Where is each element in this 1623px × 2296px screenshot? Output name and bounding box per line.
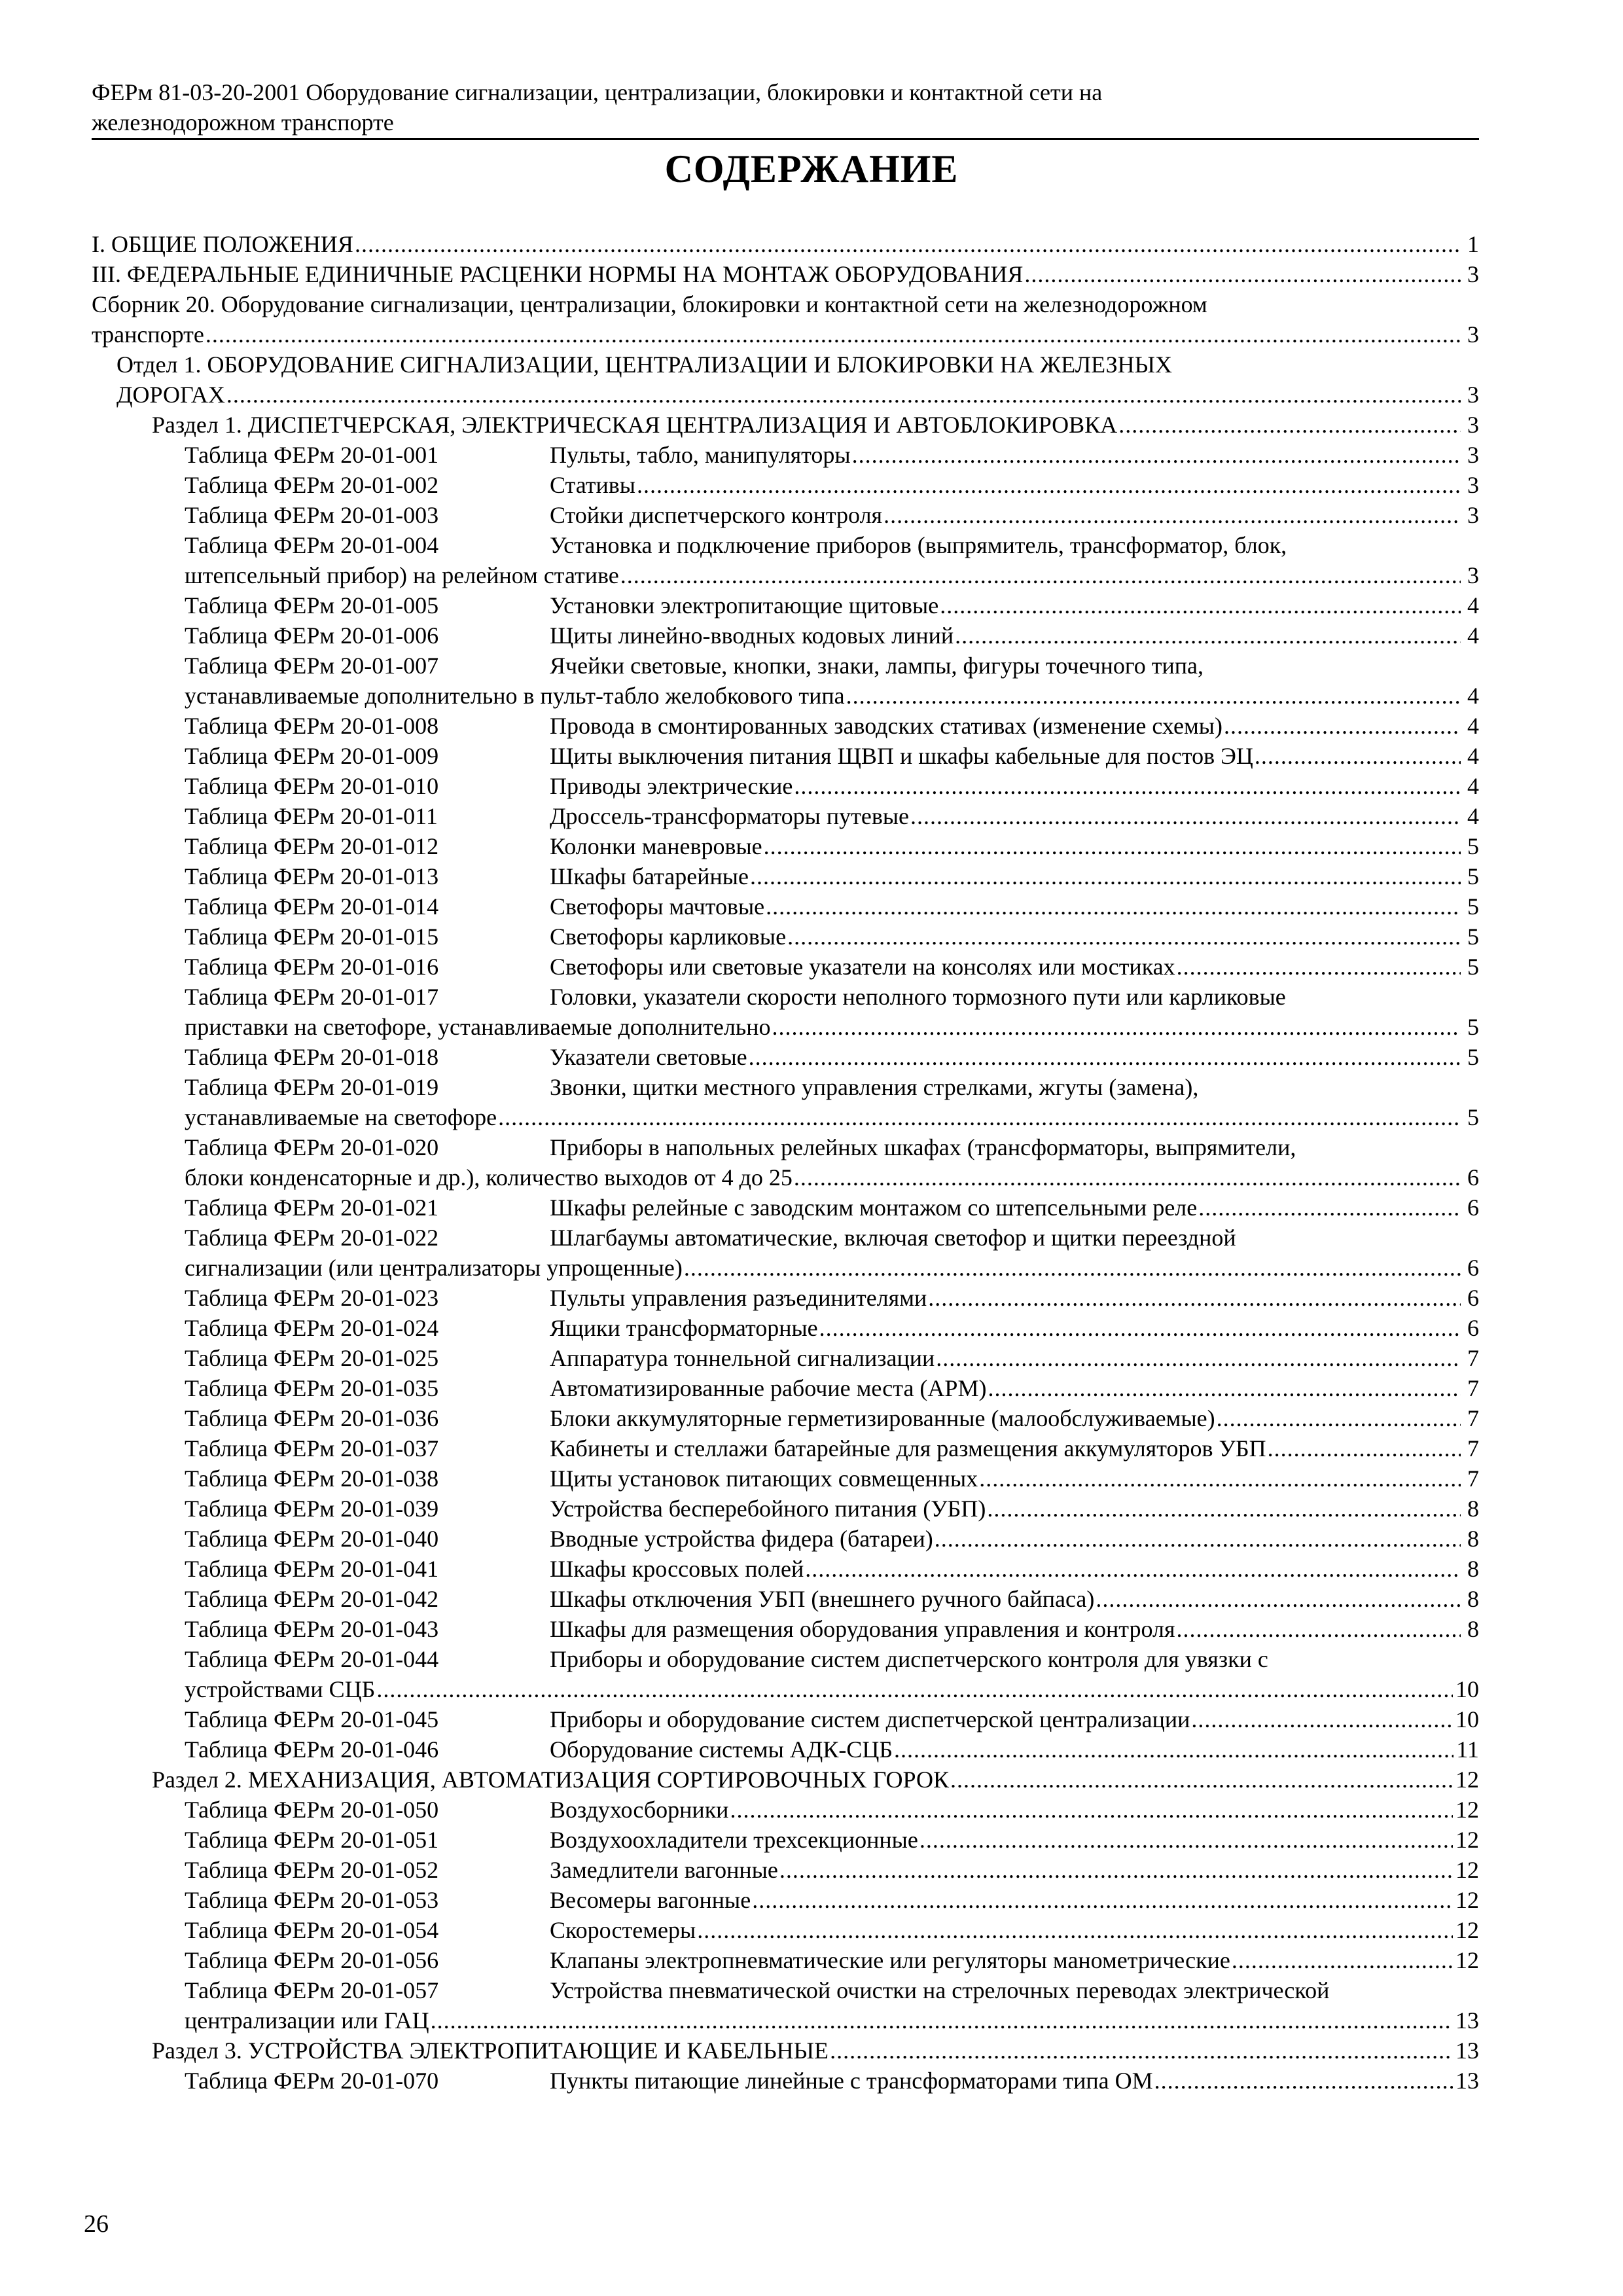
toc-section-text: Раздел 3. УСТРОЙСТВА ЭЛЕКТРОПИТАЮЩИЕ И КАБЕЛЬНЫЕ [152,2037,829,2064]
table-code: Таблица ФЕРм 20-01-050 [185,1797,439,1823]
toc-page: 3 [1467,562,1479,588]
table-code: Таблица ФЕРм 20-01-007 [185,653,439,679]
table-title: Головки, указатели скорости неполного тормозного пути или карликовые [550,984,1286,1010]
table-code: Таблица ФЕРм 20-01-036 [185,1405,439,1431]
table-code: Таблица ФЕРм 20-01-042 [185,1586,439,1612]
table-title: Шкафы батарейные [550,863,749,889]
toc-page: 8 [1467,1556,1479,1582]
table-title-cont: приставки на светофоре, устанавливаемые дополнительно [185,1014,771,1040]
table-code: Таблица ФЕРм 20-01-053 [185,1887,439,1913]
toc-table-entry[interactable] [92,1403,1479,1433]
toc-page: 8 [1467,1616,1479,1642]
dot-leader [1191,1704,1453,1734]
toc-table-entry[interactable] [92,1554,1479,1584]
table-code: Таблица ФЕРм 20-01-044 [185,1646,439,1672]
table-title: Воздухосборники [550,1797,729,1823]
dot-leader [940,590,1461,620]
dot-leader [794,1162,1461,1193]
table-code: Таблица ФЕРм 20-01-021 [185,1194,439,1221]
toc-table-entry[interactable] [92,1584,1479,1614]
toc-page: 3 [1467,261,1479,287]
toc-page: 7 [1467,1435,1479,1462]
dot-leader [1198,1193,1461,1223]
table-title: Светофоры мачтовые [550,893,765,920]
toc-entry-text-cont: транспорте [92,321,204,348]
dot-leader [431,2005,1453,2036]
table-code: Таблица ФЕРм 20-01-023 [185,1285,439,1311]
toc-table-entry[interactable] [92,1494,1479,1524]
toc-page: 12 [1455,1887,1479,1913]
dot-leader [819,1313,1461,1343]
toc-table-entry[interactable] [92,1193,1479,1223]
toc-page: 4 [1467,803,1479,829]
table-title: Указатели световые [550,1044,747,1070]
toc-section-text: Раздел 1. ДИСПЕТЧЕРСКАЯ, ЭЛЕКТРИЧЕСКАЯ ЦЕНТРАЛИЗАЦИЯ И АВТОБЛОКИРОВКА [152,412,1118,438]
dot-leader [205,319,1461,350]
table-code: Таблица ФЕРм 20-01-020 [185,1134,439,1160]
dot-leader [1217,1403,1461,1433]
dot-leader [637,470,1461,500]
toc-table-entry[interactable] [92,1855,1479,1885]
toc-page: 3 [1467,472,1479,498]
toc-table-entry[interactable] [92,1915,1479,1945]
toc-table-entry[interactable] [92,1283,1479,1313]
table-title: Шкафы кроссовых полей [550,1556,804,1582]
table-code: Таблица ФЕРм 20-01-025 [185,1345,439,1371]
table-title: Светофоры карликовые [550,924,787,950]
table-title: Звонки, щитки местного управления стрелками, жгуты (замена), [550,1074,1199,1100]
toc-page: 4 [1467,743,1479,769]
running-header [92,77,1479,137]
toc-section-text: Раздел 2. МЕХАНИЗАЦИЯ, АВТОМАТИЗАЦИЯ СОРТИРОВОЧНЫХ ГОРОК [152,1767,949,1793]
toc-table-entry[interactable] [92,1072,1479,1132]
table-code: Таблица ФЕРм 20-01-019 [185,1074,439,1100]
dot-leader [1177,1614,1461,1644]
table-title: Шкафы релейные с заводским монтажом со штепсельными реле [550,1194,1198,1221]
toc-table-entry[interactable] [92,952,1479,982]
toc-table-entry[interactable] [92,1313,1479,1343]
table-code: Таблица ФЕРм 20-01-010 [185,773,439,799]
table-title: Вводные устройства фидера (батареи) [550,1526,933,1552]
toc-entry[interactable] [92,259,1479,289]
table-title: Приводы электрические [550,773,793,799]
table-title: Замедлители вагонные [550,1857,778,1883]
page-number: 26 [84,2210,109,2238]
toc-table-entry[interactable] [92,1132,1479,1193]
toc-table-entry[interactable] [92,590,1479,620]
toc-page: 4 [1467,622,1479,649]
toc-page: 6 [1467,1315,1479,1341]
toc-table-entry[interactable] [92,741,1479,771]
table-title-cont: штепсельный прибор) на релейном стативе [185,562,619,588]
toc-page: 7 [1467,1465,1479,1492]
dot-leader [910,801,1461,831]
toc-table-entry[interactable] [92,1433,1479,1463]
table-code: Таблица ФЕРм 20-01-040 [185,1526,439,1552]
toc-page: 6 [1467,1255,1479,1281]
table-code: Таблица ФЕРм 20-01-035 [185,1375,439,1401]
dot-leader [928,1283,1461,1313]
toc-page: 12 [1455,1857,1479,1883]
table-code: Таблица ФЕРм 20-01-017 [185,984,439,1010]
toc-page: 13 [1455,2037,1479,2064]
toc-page: 4 [1467,592,1479,619]
toc-page: 4 [1467,713,1479,739]
table-code: Таблица ФЕРм 20-01-015 [185,924,439,950]
table-title: Провода в смонтированных заводских стативах (изменение схемы) [550,713,1222,739]
table-title: Установки электропитающие щитовые [550,592,939,619]
toc-page: 7 [1467,1405,1479,1431]
table-title: Клапаны электропневматические или регуляторы манометрические [550,1947,1230,1973]
toc-table-entry[interactable] [92,620,1479,651]
table-code: Таблица ФЕРм 20-01-006 [185,622,439,649]
table-code: Таблица ФЕРм 20-01-070 [185,2068,439,2094]
dot-leader [226,380,1461,410]
dot-leader [764,831,1461,861]
toc-page: 1 [1467,231,1479,257]
dot-leader [1232,1945,1453,1975]
table-title: Оборудование системы АДК-СЦБ [550,1736,893,1763]
dot-leader [750,861,1461,891]
table-code: Таблица ФЕРм 20-01-041 [185,1556,439,1582]
dot-leader [376,1674,1453,1704]
dot-leader [894,1734,1454,1765]
table-code: Таблица ФЕРм 20-01-009 [185,743,439,769]
toc-page: 6 [1467,1285,1479,1311]
toc-page: 5 [1467,1104,1479,1130]
toc-entry-text-cont: ДОРОГАХ [116,382,225,408]
toc-entry[interactable] [92,229,1479,259]
toc-table-entry[interactable] [92,1885,1479,1915]
toc-page: 6 [1467,1194,1479,1221]
dot-leader [684,1253,1461,1283]
table-title: Устройства пневматической очистки на стрелочных переводах электрической [550,1977,1330,2003]
table-code: Таблица ФЕРм 20-01-016 [185,954,439,980]
toc-table-entry[interactable] [92,922,1479,952]
table-title: Шкафы отключения УБП (внешнего ручного байпаса) [550,1586,1095,1612]
toc-page: 10 [1455,1676,1479,1702]
dot-leader [979,1463,1461,1494]
table-code: Таблица ФЕРм 20-01-051 [185,1827,439,1853]
toc-section[interactable] [92,1765,1479,1795]
dot-leader [697,1915,1453,1945]
table-title-cont: блоки конденсаторные и др.), количество выходов от 4 до 25 [185,1164,793,1191]
toc-page: 3 [1467,382,1479,408]
table-code: Таблица ФЕРм 20-01-014 [185,893,439,920]
toc-entry-text: I. ОБЩИЕ ПОЛОЖЕНИЯ [92,231,353,257]
toc-page: 5 [1467,924,1479,950]
toc-page: 13 [1455,2068,1479,2094]
toc-page: 5 [1467,1014,1479,1040]
table-title: Приборы в напольных релейных шкафах (трансформаторы, выпрямители, [550,1134,1296,1160]
dot-leader [730,1795,1453,1825]
toc-table-entry[interactable] [92,1223,1479,1283]
table-title: Приборы и оборудование систем диспетчерского контроля для увязки с [550,1646,1268,1672]
toc-page: 12 [1455,1947,1479,1973]
table-title: Стативы [550,472,635,498]
toc-page: 5 [1467,954,1479,980]
toc-table-entry[interactable] [92,982,1479,1042]
table-code: Таблица ФЕРм 20-01-043 [185,1616,439,1642]
table-title: Дроссель-трансформаторы путевые [550,803,909,829]
toc-page: 12 [1455,1797,1479,1823]
table-code: Таблица ФЕРм 20-01-012 [185,833,439,859]
table-code: Таблица ФЕРм 20-01-008 [185,713,439,739]
table-code: Таблица ФЕРм 20-01-013 [185,863,439,889]
toc-table-entry[interactable] [92,1524,1479,1554]
toc-page: 5 [1467,863,1479,889]
dot-leader [787,922,1461,952]
table-title: Щиты линейно-вводных кодовых линий [550,622,954,649]
dot-leader [936,1343,1461,1373]
toc-table-entry[interactable] [92,1644,1479,1704]
dot-leader [950,1765,1453,1795]
dot-leader [779,1855,1453,1885]
header-line-2: железнодорожном транспорте [92,109,394,135]
dot-leader [1118,410,1461,440]
toc-table-entry[interactable] [92,711,1479,741]
toc-page: 5 [1467,893,1479,920]
table-title: Пункты питающие линейные с трансформаторами типа ОМ [550,2068,1153,2094]
dot-leader [830,2036,1453,2066]
toc-table-entry[interactable] [92,1734,1479,1765]
table-title: Автоматизированные рабочие места (АРМ) [550,1375,987,1401]
table-title: Блоки аккумуляторные герметизированные (малообслуживаемые) [550,1405,1215,1431]
dot-leader [620,560,1461,590]
header-line-1: ФЕРм 81-03-20-2001 Оборудование сигнализации, централизации, блокировки и контактной сети на [92,79,1103,105]
toc-page: 4 [1467,773,1479,799]
table-code: Таблица ФЕРм 20-01-002 [185,472,439,498]
toc-page: 11 [1456,1736,1479,1763]
table-code: Таблица ФЕРм 20-01-005 [185,592,439,619]
toc-table-entry[interactable] [92,1614,1479,1644]
toc-page: 12 [1455,1767,1479,1793]
table-title: Щиты установок питающих совмещенных [550,1465,978,1492]
toc-table-entry[interactable] [92,891,1479,922]
toc-table-entry[interactable] [92,500,1479,530]
table-code: Таблица ФЕРм 20-01-001 [185,442,439,468]
toc-table-entry[interactable] [92,1704,1479,1734]
toc-page: 13 [1455,2007,1479,2034]
table-title: Шкафы для размещения оборудования управления и контроля [550,1616,1175,1642]
toc-section[interactable] [92,410,1479,440]
table-title: Устройства бесперебойного питания (УБП) [550,1496,986,1522]
toc-table-entry[interactable] [92,1975,1479,2036]
table-title-cont: устанавливаемые на светофоре [185,1104,497,1130]
table-code: Таблица ФЕРм 20-01-039 [185,1496,439,1522]
toc-page: 7 [1467,1375,1479,1401]
table-title: Воздухоохладители трехсекционные [550,1827,918,1853]
table-title-cont: сигнализации (или централизаторы упрощенные) [185,1255,683,1281]
toc-page: 5 [1467,1044,1479,1070]
toc-section[interactable] [92,2036,1479,2066]
toc-table-entry[interactable] [92,771,1479,801]
toc-page: 5 [1467,833,1479,859]
table-title: Колонки маневровые [550,833,762,859]
table-code: Таблица ФЕРм 20-01-057 [185,1977,439,2003]
table-title: Весомеры вагонные [550,1887,751,1913]
toc-entry[interactable] [92,289,1479,350]
toc-entry-text: Сборник 20. Оборудование сигнализации, централизации, блокировки и контактной сети на железнодорожном [92,291,1207,317]
toc-table-entry[interactable] [92,1945,1479,1975]
dot-leader [955,620,1461,651]
toc-table-entry[interactable] [92,1795,1479,1825]
table-title: Приборы и оборудование систем диспетчерской централизации [550,1706,1190,1732]
dot-leader [919,1825,1453,1855]
table-title: Щиты выключения питания ЩВП и шкафы кабельные для постов ЭЦ [550,743,1253,769]
table-title: Ящики трансформаторные [550,1315,818,1341]
toc-table-entry[interactable] [92,1373,1479,1403]
dot-leader [846,681,1461,711]
toc-table-entry[interactable] [92,470,1479,500]
toc-page: 7 [1467,1345,1479,1371]
table-code: Таблица ФЕРм 20-01-024 [185,1315,439,1341]
toc-table-entry[interactable] [92,651,1479,711]
dot-leader [766,891,1461,922]
toc-table-entry[interactable] [92,831,1479,861]
table-title: Пульты, табло, манипуляторы [550,442,851,468]
table-code: Таблица ФЕРм 20-01-011 [185,803,438,829]
dot-leader [935,1524,1461,1554]
dot-leader [752,1885,1453,1915]
toc-page: 6 [1467,1164,1479,1191]
toc-table-entry[interactable] [92,440,1479,470]
table-code: Таблица ФЕРм 20-01-054 [185,1917,439,1943]
dot-leader [1224,711,1461,741]
table-code: Таблица ФЕРм 20-01-037 [185,1435,439,1462]
table-title-cont: централизации или ГАЦ [185,2007,429,2034]
toc-page: 10 [1455,1706,1479,1732]
dot-leader [1096,1584,1461,1614]
toc-page: 3 [1467,502,1479,528]
table-code: Таблица ФЕРм 20-01-045 [185,1706,439,1732]
toc-page: 3 [1467,321,1479,348]
table-title: Светофоры или световые указатели на консолях или мостиках [550,954,1175,980]
dot-leader [1268,1433,1461,1463]
table-title-cont: устройствами СЦБ [185,1676,376,1702]
toc-page: 3 [1467,442,1479,468]
toc-entry-text: Отдел 1. ОБОРУДОВАНИЕ СИГНАЛИЗАЦИИ, ЦЕНТРАЛИЗАЦИИ И БЛОКИРОВКИ НА ЖЕЛЕЗНЫХ [116,351,1173,378]
dot-leader [987,1494,1461,1524]
dot-leader [794,771,1461,801]
dot-leader [749,1042,1461,1072]
table-code: Таблица ФЕРм 20-01-004 [185,532,439,558]
toc-page: 8 [1467,1496,1479,1522]
table-title: Шлагбаумы автоматические, включая светофор и щитки переездной [550,1225,1236,1251]
toc-page: 8 [1467,1526,1479,1552]
toc-page: 12 [1455,1917,1479,1943]
table-code: Таблица ФЕРм 20-01-038 [185,1465,439,1492]
table-title: Пульты управления разъединителями [550,1285,927,1311]
toc-page: 4 [1467,683,1479,709]
dot-leader [498,1102,1461,1132]
table-code: Таблица ФЕРм 20-01-022 [185,1225,439,1251]
toc-table-entry[interactable] [92,1343,1479,1373]
dot-leader [852,440,1461,470]
table-title: Аппаратура тоннельной сигнализации [550,1345,935,1371]
toc-title: СОДЕРЖАНИЕ [664,147,959,190]
table-title: Кабинеты и стеллажи батарейные для размещения аккумуляторов УБП [550,1435,1266,1462]
table-code: Таблица ФЕРм 20-01-052 [185,1857,439,1883]
dot-leader [988,1373,1461,1403]
dot-leader [1154,2066,1453,2096]
toc-entry-text: III. ФЕДЕРАЛЬНЫЕ ЕДИНИЧНЫЕ РАСЦЕНКИ НОРМЫ НА МОНТАЖ ОБОРУДОВАНИЯ [92,261,1024,287]
toc-table-entry[interactable] [92,2066,1479,2096]
table-title-cont: устанавливаемые дополнительно в пульт-табло желобкового типа [185,683,845,709]
table-title: Установка и подключение приборов (выпрямитель, трансформатор, блок, [550,532,1287,558]
dot-leader [355,229,1461,259]
toc-table-entry[interactable] [92,1463,1479,1494]
toc-entry[interactable] [92,350,1479,410]
toc-page: 8 [1467,1586,1479,1612]
header-rule [92,138,1479,140]
toc-table-entry[interactable] [92,801,1479,831]
dot-leader [1255,741,1461,771]
toc-table-entry[interactable] [92,1042,1479,1072]
toc-table-entry[interactable] [92,530,1479,590]
dot-leader [1177,952,1461,982]
table-of-contents [92,229,1479,2096]
table-code: Таблица ФЕРм 20-01-003 [185,502,439,528]
table-code: Таблица ФЕРм 20-01-046 [185,1736,439,1763]
dot-leader [1024,259,1461,289]
dot-leader [883,500,1461,530]
toc-page: 12 [1455,1827,1479,1853]
table-code: Таблица ФЕРм 20-01-018 [185,1044,439,1070]
toc-page: 3 [1467,412,1479,438]
dot-leader [805,1554,1461,1584]
toc-table-entry[interactable] [92,1825,1479,1855]
table-code: Таблица ФЕРм 20-01-056 [185,1947,439,1973]
toc-table-entry[interactable] [92,861,1479,891]
dot-leader [772,1012,1461,1042]
table-title: Ячейки световые, кнопки, знаки, лампы, фигуры точечного типа, [550,653,1204,679]
table-title: Скоростемеры [550,1917,696,1943]
table-title: Стойки диспетчерского контроля [550,502,883,528]
